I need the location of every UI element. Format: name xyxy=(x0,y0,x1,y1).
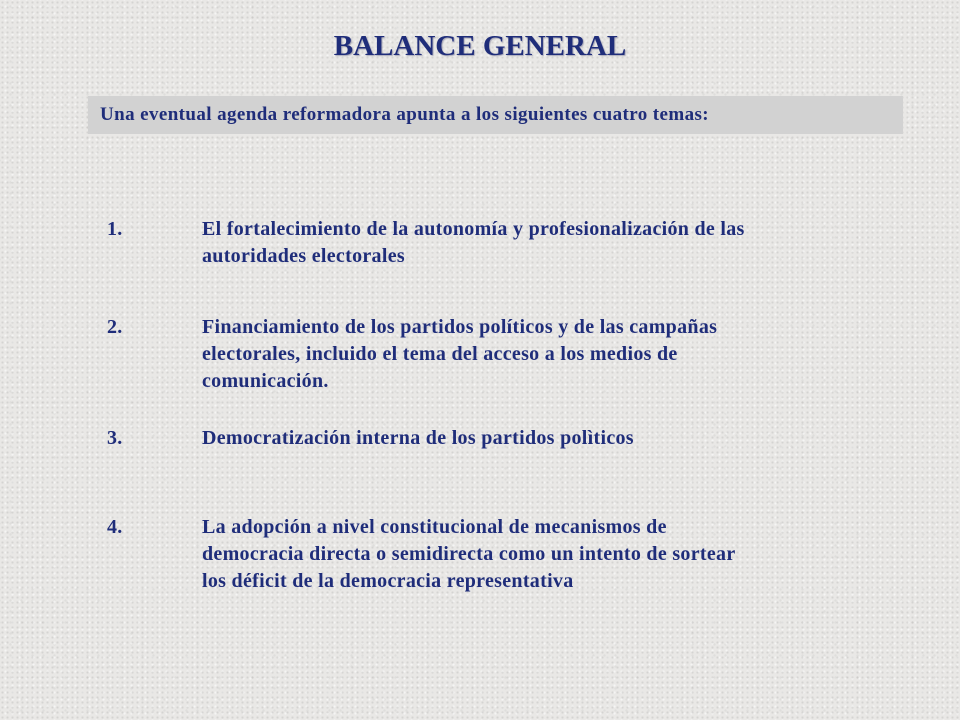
item-text-line: El fortalecimiento de la autonomía y profesionalización de las xyxy=(202,218,745,240)
intro-banner xyxy=(88,96,903,134)
item-text-line: Democratización interna de los partidos polìticos xyxy=(202,427,634,449)
item-text xyxy=(202,425,862,452)
item-text xyxy=(202,514,862,595)
item-number: 3. xyxy=(107,427,123,449)
item-text xyxy=(202,216,862,270)
item-text-line: autoridades electorales xyxy=(202,245,405,267)
item-number: 2. xyxy=(107,316,123,338)
intro-text: Una eventual agenda reformadora apunta a los siguientes cuatro temas: xyxy=(100,104,710,125)
item-text-line: comunicación. xyxy=(202,370,329,392)
item-text xyxy=(202,314,862,395)
item-text-line: democracia directa o semidirecta como un intento de sortear xyxy=(202,543,736,565)
item-text-line: electorales, incluido el tema del acceso a los medios de xyxy=(202,343,678,365)
item-number: 4. xyxy=(107,516,123,538)
item-number: 1. xyxy=(107,218,123,240)
item-text-line: La adopción a nivel constitucional de mecanismos de xyxy=(202,516,667,538)
item-text-line: los déficit de la democracia representativa xyxy=(202,570,574,592)
slide-title: BALANCE GENERAL xyxy=(333,30,627,62)
item-text-line: Financiamiento de los partidos políticos y de las campañas xyxy=(202,316,718,338)
